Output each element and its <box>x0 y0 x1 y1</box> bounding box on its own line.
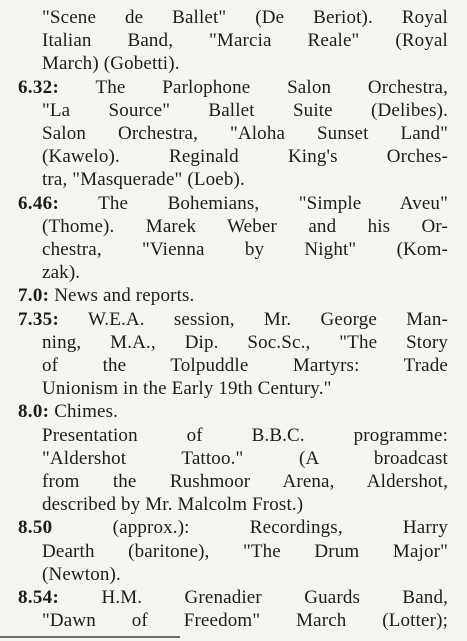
entry-time: 8.54: <box>18 587 60 609</box>
entry-line: "Scene de Ballet" (De Beriot). Royal <box>42 7 448 28</box>
entry-line: (Kawelo). Reginald King's Orches- <box>42 146 448 168</box>
entry-line: W.E.A. session, Mr. George Man- <box>87 308 448 330</box>
entry-first-line <box>18 400 448 423</box>
entry-line: Salon Orchestra, "Aloha Sunset Land" <box>42 123 448 145</box>
entry-line: Presentation of B.B.C. programme: <box>42 424 448 446</box>
programme-entry-continuation <box>18 6 448 76</box>
entry-line: "Aldershot Tattoo." (A broadcast <box>42 447 448 469</box>
programme-entry-70 <box>18 284 448 307</box>
column-bottom-rule <box>0 636 180 638</box>
entry-time: 6.46: <box>18 192 60 214</box>
entry-line: "La Source" Ballet Suite (Delibes). <box>42 99 448 121</box>
entry-line: Dearth (baritone), "The Drum Major" <box>42 540 448 562</box>
entry-line: (Newton). <box>42 563 121 585</box>
entry-first-line <box>18 308 448 331</box>
entry-line: of the Tolpuddle Martyrs: Trade <box>42 355 448 377</box>
entry-time: 7.35: <box>18 308 60 330</box>
entry-time: 6.32: <box>18 76 60 98</box>
entry-line: The Parlophone Salon Orchestra, <box>95 76 448 98</box>
entry-time: 7.0: <box>18 285 50 307</box>
entry-line: News and reports. <box>54 285 195 307</box>
entry-line: tra, "Masquerade" (Loeb). <box>42 169 245 191</box>
entry-first-line <box>18 516 448 539</box>
entry-line: (Thome). Marek Weber and his Or- <box>42 215 448 237</box>
programme-entry-854 <box>18 586 448 632</box>
entry-line: Chimes. <box>54 401 119 423</box>
programme-entry-735 <box>18 308 448 401</box>
entry-first-line <box>18 76 448 99</box>
entry-line: The Bohemians, "Simple Aveu" <box>98 192 448 214</box>
entry-time: 8.0: <box>18 401 50 423</box>
entry-line: March) (Gobetti). <box>42 53 180 75</box>
entry-first-line <box>18 192 448 215</box>
entry-first-line <box>18 284 448 307</box>
programme-entry-632 <box>18 76 448 192</box>
radio-programme-column <box>18 6 448 632</box>
entry-line: "Dawn of Freedom" March (Lotter); <box>42 610 448 632</box>
programme-entry-80 <box>18 400 448 423</box>
entry-first-line <box>18 586 448 609</box>
entry-line: Unionism in the Early 19th Century." <box>42 378 332 400</box>
entry-line: chestra, "Vienna by Night" (Kom- <box>42 239 448 261</box>
entry-line: (approx.): Recordings, Harry <box>112 517 448 539</box>
programme-entry-presentation <box>18 424 448 517</box>
programme-entry-850 <box>18 516 448 586</box>
entry-line: zak). <box>42 262 81 284</box>
entry-time: 8.50 <box>18 517 53 539</box>
entry-line: described by Mr. Malcolm Frost.) <box>42 494 304 516</box>
entry-line: Italian Band, "Marcia Reale" (Royal <box>42 30 448 52</box>
programme-entry-646 <box>18 192 448 285</box>
entry-line: from the Rushmoor Arena, Aldershot, <box>42 471 448 493</box>
entry-line: ning, M.A., Dip. Soc.Sc., "The Story <box>42 331 448 353</box>
entry-line: H.M. Grenadier Guards Band, <box>101 587 448 609</box>
